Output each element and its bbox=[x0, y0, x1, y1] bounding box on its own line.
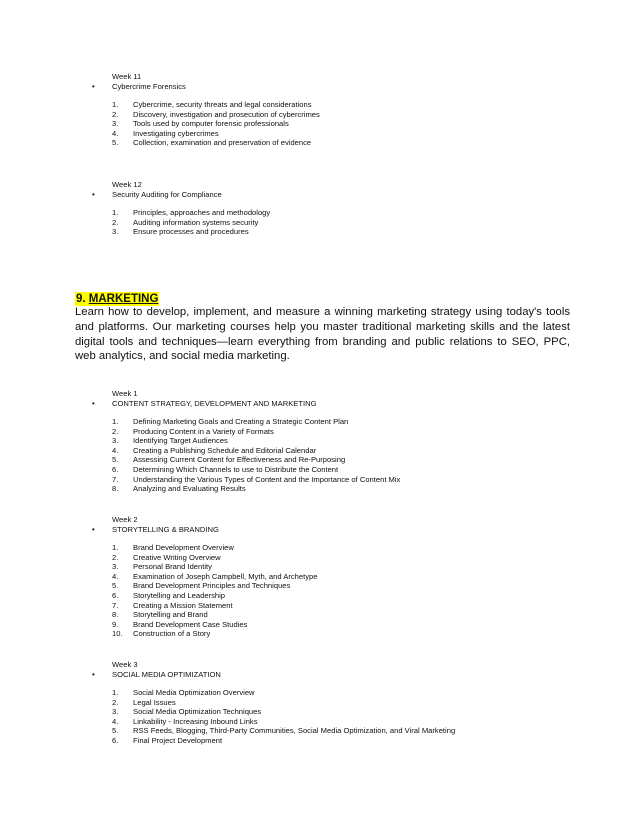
list-item: 4. Creating a Publishing Schedule and Editorial Calendar bbox=[112, 445, 317, 455]
topic-list bbox=[92, 543, 612, 639]
list-item: 3. Personal Brand Identity bbox=[112, 562, 212, 572]
week-label: Week 1 bbox=[112, 389, 138, 398]
week-label: Week 11 bbox=[112, 72, 142, 81]
list-item: 1. Cybercrime, security threats and legal considerations bbox=[112, 100, 312, 109]
list-item: 8. Analyzing and Evaluating Results bbox=[112, 484, 246, 494]
section-title: MARKETING bbox=[88, 293, 159, 305]
list-item: 1. Defining Marketing Goals and Creating a Strategic Content Plan bbox=[112, 417, 349, 426]
bullet-icon: • bbox=[92, 81, 95, 91]
week-topic: STORYTELLING & BRANDING bbox=[112, 524, 219, 534]
bullet-icon: • bbox=[92, 524, 95, 534]
week-topic-row bbox=[92, 190, 612, 200]
list-item: 5. Brand Development Principles and Techniques bbox=[112, 581, 291, 591]
list-item: 2. Creative Writing Overview bbox=[112, 552, 221, 562]
topic-list bbox=[92, 100, 612, 148]
list-item: 4. Examination of Joseph Campbell, Myth, and Archetype bbox=[112, 571, 318, 581]
section-intro: Learn how to develop, implement, and measure a winning marketing strategy using today's tools and platforms. Our marketing courses help you master traditional marketing skills and the latest digital tools and techniques—learn everything from branding and public relations to SEO, PPC, web analytics, and social media marketing. bbox=[75, 306, 570, 363]
week-label: Week 12 bbox=[112, 180, 142, 189]
list-item: 4. Investigating cybercrimes bbox=[112, 128, 219, 138]
section-heading bbox=[75, 292, 159, 306]
marketing-week-1-block bbox=[92, 389, 612, 494]
week-11-block bbox=[92, 72, 612, 148]
week-label: Week 3 bbox=[112, 660, 138, 669]
bullet-icon: • bbox=[92, 189, 95, 199]
list-item: 1. Social Media Optimization Overview bbox=[112, 688, 255, 697]
marketing-week-2-block bbox=[92, 515, 612, 639]
list-item: 2. Auditing information systems security bbox=[112, 217, 259, 227]
list-item: 1. Brand Development Overview bbox=[112, 543, 234, 552]
week-topic-row bbox=[92, 82, 612, 92]
bullet-icon: • bbox=[92, 398, 95, 408]
topic-list bbox=[92, 417, 612, 494]
list-item: 10. Construction of a Story bbox=[112, 629, 211, 639]
week-topic: SOCIAL MEDIA OPTIMIZATION bbox=[112, 669, 221, 679]
list-item: 9. Brand Development Case Studies bbox=[112, 619, 248, 629]
list-item: 3. Identifying Target Audiences bbox=[112, 436, 228, 446]
bullet-icon: • bbox=[92, 669, 95, 679]
list-item: 5. Assessing Current Content for Effectiveness and Re-Purposing bbox=[112, 455, 346, 465]
list-item: 8. Storytelling and Brand bbox=[112, 610, 208, 620]
week-topic-row bbox=[92, 525, 612, 535]
topic-list bbox=[92, 208, 612, 237]
marketing-week-3-block bbox=[92, 660, 612, 746]
section-number: 9. bbox=[76, 293, 86, 305]
week-topic: Security Auditing for Compliance bbox=[112, 189, 222, 199]
list-item: 3. Tools used by computer forensic professionals bbox=[112, 119, 289, 129]
list-item: 4. Linkability - Increasing Inbound Links bbox=[112, 716, 258, 726]
list-item: 1. Principles, approaches and methodology bbox=[112, 208, 271, 217]
week-topic-row bbox=[92, 670, 612, 680]
list-item: 3. Social Media Optimization Techniques bbox=[112, 707, 262, 717]
list-item: 5. Collection, examination and preservation of evidence bbox=[112, 138, 312, 148]
list-item: 3. Ensure processes and procedures bbox=[112, 227, 249, 237]
list-item: 2. Discovery, investigation and prosecution of cybercrimes bbox=[112, 109, 320, 119]
week-label: Week 2 bbox=[112, 515, 138, 524]
week-topic: CONTENT STRATEGY, DEVELOPMENT AND MARKETING bbox=[112, 398, 317, 408]
list-item: 6. Storytelling and Leadership bbox=[112, 590, 226, 600]
week-12-block bbox=[92, 180, 612, 237]
week-topic-row bbox=[92, 399, 612, 409]
list-item: 2. Producing Content in a Variety of Formats bbox=[112, 426, 274, 436]
list-item: 6. Final Project Development bbox=[112, 735, 223, 745]
list-item: 7. Creating a Mission Statement bbox=[112, 600, 233, 610]
list-item: 5. RSS Feeds, Blogging, Third-Party Communities, Social Media Optimization, and Viral Marketing bbox=[112, 726, 456, 736]
topic-list bbox=[92, 688, 612, 746]
list-item: 7. Understanding the Various Types of Content and the Importance of Content Mix bbox=[112, 474, 401, 484]
week-topic: Cybercrime Forensics bbox=[112, 81, 186, 91]
list-item: 6. Determining Which Channels to use to Distribute the Content bbox=[112, 464, 339, 474]
list-item: 2. Legal Issues bbox=[112, 697, 176, 707]
